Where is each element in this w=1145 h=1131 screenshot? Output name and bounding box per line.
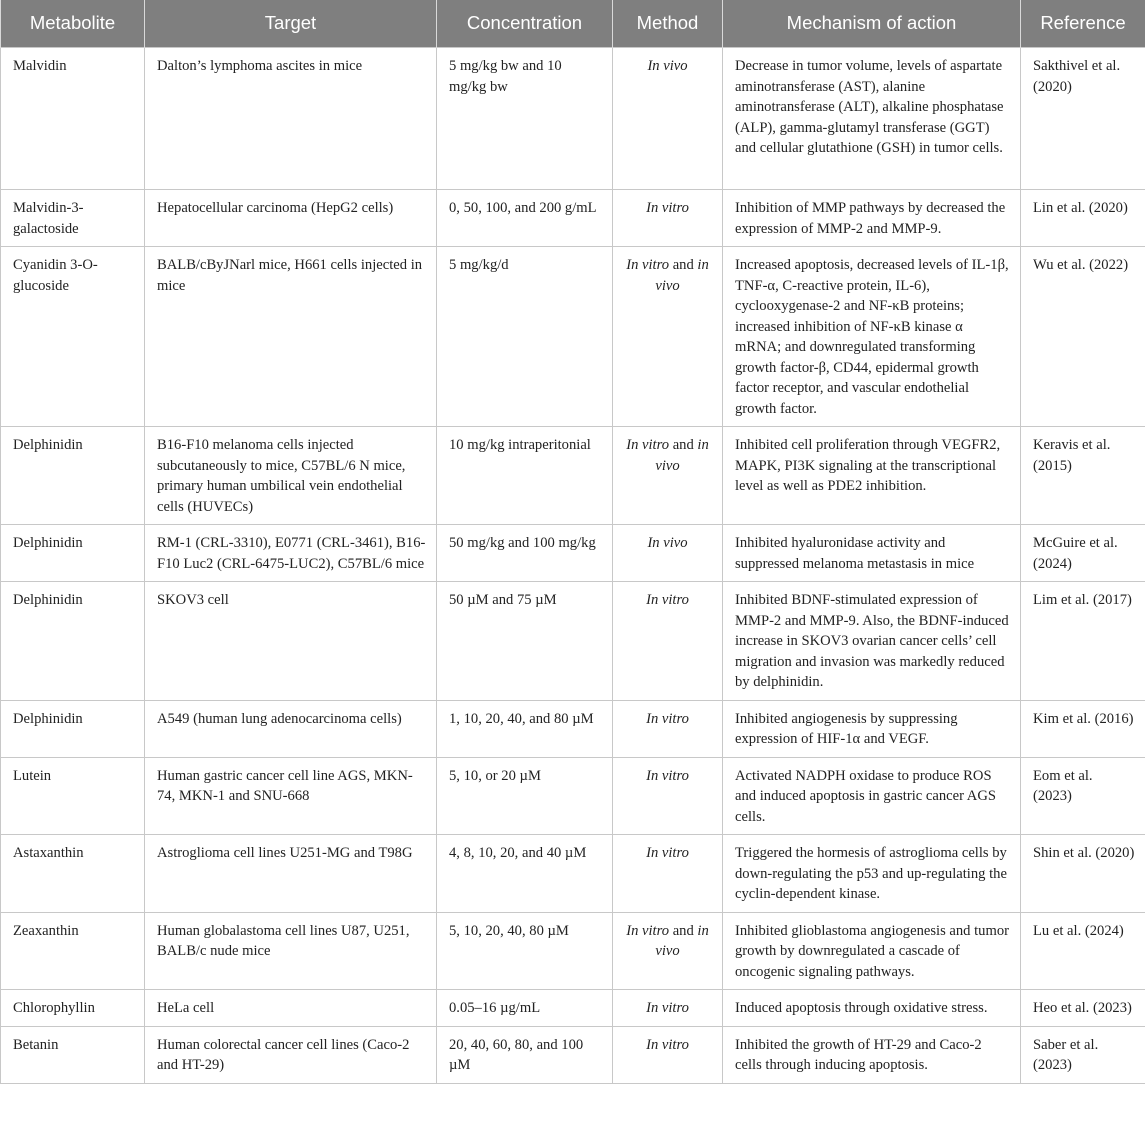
cell-metabolite: Malvidin-3-galactoside: [1, 190, 145, 247]
table-row: [1, 190, 1145, 247]
cell-metabolite: Delphinidin: [1, 427, 145, 525]
method-label: In vitro: [626, 437, 670, 453]
table-row: [1, 247, 1145, 427]
cell-method: [613, 525, 723, 582]
table-row: [1, 835, 1145, 913]
header-method: Method: [613, 0, 723, 48]
cell-metabolite: Chlorophyllin: [1, 990, 145, 1027]
method-label: In vitro: [646, 592, 689, 608]
table-body: [1, 48, 1145, 1084]
cell-reference: Kim et al. (2016): [1021, 700, 1145, 757]
header-metabolite: Metabolite: [1, 0, 145, 48]
cell-target: B16-F10 melanoma cells injected subcutaneously to mice, C57BL/6 N mice, primary human umbilical vein endothelial cells (HUVECs): [145, 427, 437, 525]
table-row: [1, 990, 1145, 1027]
cell-target: SKOV3 cell: [145, 582, 437, 701]
cell-reference: Lu et al. (2024): [1021, 912, 1145, 990]
cell-reference: Shin et al. (2020): [1021, 835, 1145, 913]
cell-concentration: 5, 10, or 20 µM: [437, 757, 613, 835]
cell-target: RM-1 (CRL-3310), E0771 (CRL-3461), B16-F10 Luc2 (CRL-6475-LUC2), C57BL/6 mice: [145, 525, 437, 582]
table-row: [1, 1026, 1145, 1083]
cell-method: [613, 582, 723, 701]
cell-method: [613, 757, 723, 835]
cell-method: [613, 48, 723, 190]
cell-mechanism: Activated NADPH oxidase to produce ROS and induced apoptosis in gastric cancer AGS cells.: [723, 757, 1021, 835]
method-label: in vivo: [655, 922, 709, 959]
cell-concentration: 5 mg/kg bw and 10 mg/kg bw: [437, 48, 613, 190]
cell-mechanism: Inhibited glioblastoma angiogenesis and tumor growth by downregulated a cascade of oncogenic signaling pathways.: [723, 912, 1021, 990]
cell-target: Hepatocellular carcinoma (HepG2 cells): [145, 190, 437, 247]
cell-mechanism: Inhibited the growth of HT-29 and Caco-2 cells through inducing apoptosis.: [723, 1026, 1021, 1083]
header-concentration: Concentration: [437, 0, 613, 48]
cell-mechanism: Inhibited hyaluronidase activity and suppressed melanoma metastasis in mice: [723, 525, 1021, 582]
cell-target: HeLa cell: [145, 990, 437, 1027]
cell-mechanism: Inhibition of MMP pathways by decreased the expression of MMP-2 and MMP-9.: [723, 190, 1021, 247]
cell-concentration: 10 mg/kg intraperitonial: [437, 427, 613, 525]
method-label: in vivo: [655, 257, 709, 294]
cell-reference: Eom et al. (2023): [1021, 757, 1145, 835]
table-row: [1, 525, 1145, 582]
method-label: In vitro: [646, 1000, 689, 1016]
cell-metabolite: Lutein: [1, 757, 145, 835]
cell-metabolite: Delphinidin: [1, 525, 145, 582]
cell-target: A549 (human lung adenocarcinoma cells): [145, 700, 437, 757]
cell-method: [613, 700, 723, 757]
method-label: In vivo: [647, 535, 688, 551]
cell-mechanism: Increased apoptosis, decreased levels of IL-1β, TNF-α, C-reactive protein, IL-6), cyclooxygenase-2 and NF-κB proteins; increased inhibition of NF-κB kinase α mRNA; and downregulated transforming growth factor-β, CD44, epidermal growth factor receptor, and vascular endothelial growth factor.: [723, 247, 1021, 427]
cell-target: BALB/cByJNarl mice, H661 cells injected in mice: [145, 247, 437, 427]
cell-concentration: 5, 10, 20, 40, 80 µM: [437, 912, 613, 990]
cell-metabolite: Delphinidin: [1, 700, 145, 757]
method-label: In vitro: [626, 922, 670, 939]
cell-target: Human globalastoma cell lines U87, U251, BALB/c nude mice: [145, 912, 437, 990]
method-label: In vitro: [646, 1036, 689, 1053]
table-header-row: [1, 0, 1145, 48]
cell-concentration: 50 µM and 75 µM: [437, 582, 613, 701]
cell-method: [613, 912, 723, 990]
cell-concentration: 50 mg/kg and 100 mg/kg: [437, 525, 613, 582]
method-label: in vivo: [655, 437, 709, 474]
cell-concentration: 1, 10, 20, 40, and 80 µM: [437, 700, 613, 757]
cell-mechanism: Inhibited cell proliferation through VEGFR2, MAPK, PI3K signaling at the transcriptional level as well as PDE2 inhibition.: [723, 427, 1021, 525]
cell-metabolite: Cyanidin 3-O-glucoside: [1, 247, 145, 427]
cell-mechanism: Inhibited BDNF-stimulated expression of MMP-2 and MMP-9. Also, the BDNF-induced increase in SKOV3 ovarian cancer cells’ cell migration and invasion was markedly reduced by delphinidin.: [723, 582, 1021, 701]
cell-metabolite: Delphinidin: [1, 582, 145, 701]
cell-metabolite: Zeaxanthin: [1, 912, 145, 990]
cell-target: Human gastric cancer cell line AGS, MKN-74, MKN-1 and SNU-668: [145, 757, 437, 835]
cell-method: [613, 190, 723, 247]
cell-reference: McGuire et al. (2024): [1021, 525, 1145, 582]
cell-concentration: 20, 40, 60, 80, and 100 µM: [437, 1026, 613, 1083]
cell-metabolite: Malvidin: [1, 48, 145, 190]
method-label: In vitro: [646, 845, 689, 861]
method-label: In vitro: [646, 200, 689, 216]
cell-reference: Saber et al. (2023): [1021, 1026, 1145, 1083]
cell-reference: Lin et al. (2020): [1021, 190, 1145, 247]
cell-reference: Heo et al. (2023): [1021, 990, 1145, 1027]
method-label: In vitro: [626, 257, 670, 273]
cell-concentration: 5 mg/kg/d: [437, 247, 613, 427]
method-conjunction: and: [669, 437, 698, 453]
cell-reference: Sakthivel et al. (2020): [1021, 48, 1145, 190]
cell-target: Astroglioma cell lines U251-MG and T98G: [145, 835, 437, 913]
cell-reference: Keravis et al. (2015): [1021, 427, 1145, 525]
method-label: In vivo: [647, 58, 688, 74]
cell-metabolite: Betanin: [1, 1026, 145, 1083]
header-mechanism: Mechanism of action: [723, 0, 1021, 48]
table-row: [1, 700, 1145, 757]
header-target: Target: [145, 0, 437, 48]
cell-method: [613, 427, 723, 525]
cell-concentration: 4, 8, 10, 20, and 40 µM: [437, 835, 613, 913]
cell-concentration: 0.05–16 µg/mL: [437, 990, 613, 1027]
cell-metabolite: Astaxanthin: [1, 835, 145, 913]
cell-method: [613, 247, 723, 427]
table-row: [1, 48, 1145, 190]
cell-method: [613, 835, 723, 913]
table-row: [1, 912, 1145, 990]
cell-target: Dalton’s lymphoma ascites in mice: [145, 48, 437, 190]
method-label: In vitro: [646, 767, 689, 784]
cell-method: [613, 1026, 723, 1083]
header-reference: Reference: [1021, 0, 1145, 48]
cell-method: [613, 990, 723, 1027]
cell-mechanism: Inhibited angiogenesis by suppressing expression of HIF-1α and VEGF.: [723, 700, 1021, 757]
cell-mechanism: Triggered the hormesis of astroglioma cells by down-regulating the p53 and up-regulating the cyclin-dependent kinase.: [723, 835, 1021, 913]
cell-reference: Wu et al. (2022): [1021, 247, 1145, 427]
cell-target: Human colorectal cancer cell lines (Caco-2 and HT-29): [145, 1026, 437, 1083]
method-conjunction: and: [669, 257, 698, 273]
table-row: [1, 757, 1145, 835]
cell-reference: Lim et al. (2017): [1021, 582, 1145, 701]
table-row: [1, 427, 1145, 525]
method-label: In vitro: [646, 710, 689, 727]
cell-concentration: 0, 50, 100, and 200 g/mL: [437, 190, 613, 247]
table-row: [1, 582, 1145, 701]
method-conjunction: and: [669, 922, 698, 939]
cell-mechanism: Induced apoptosis through oxidative stress.: [723, 990, 1021, 1027]
cell-mechanism: Decrease in tumor volume, levels of aspartate aminotransferase (AST), alanine aminotransferase (ALT), alkaline phosphatase (ALP), gamma-glutamyl transferase (GGT) and cellular glutathione (GSH) in tumor cells.: [723, 48, 1021, 190]
